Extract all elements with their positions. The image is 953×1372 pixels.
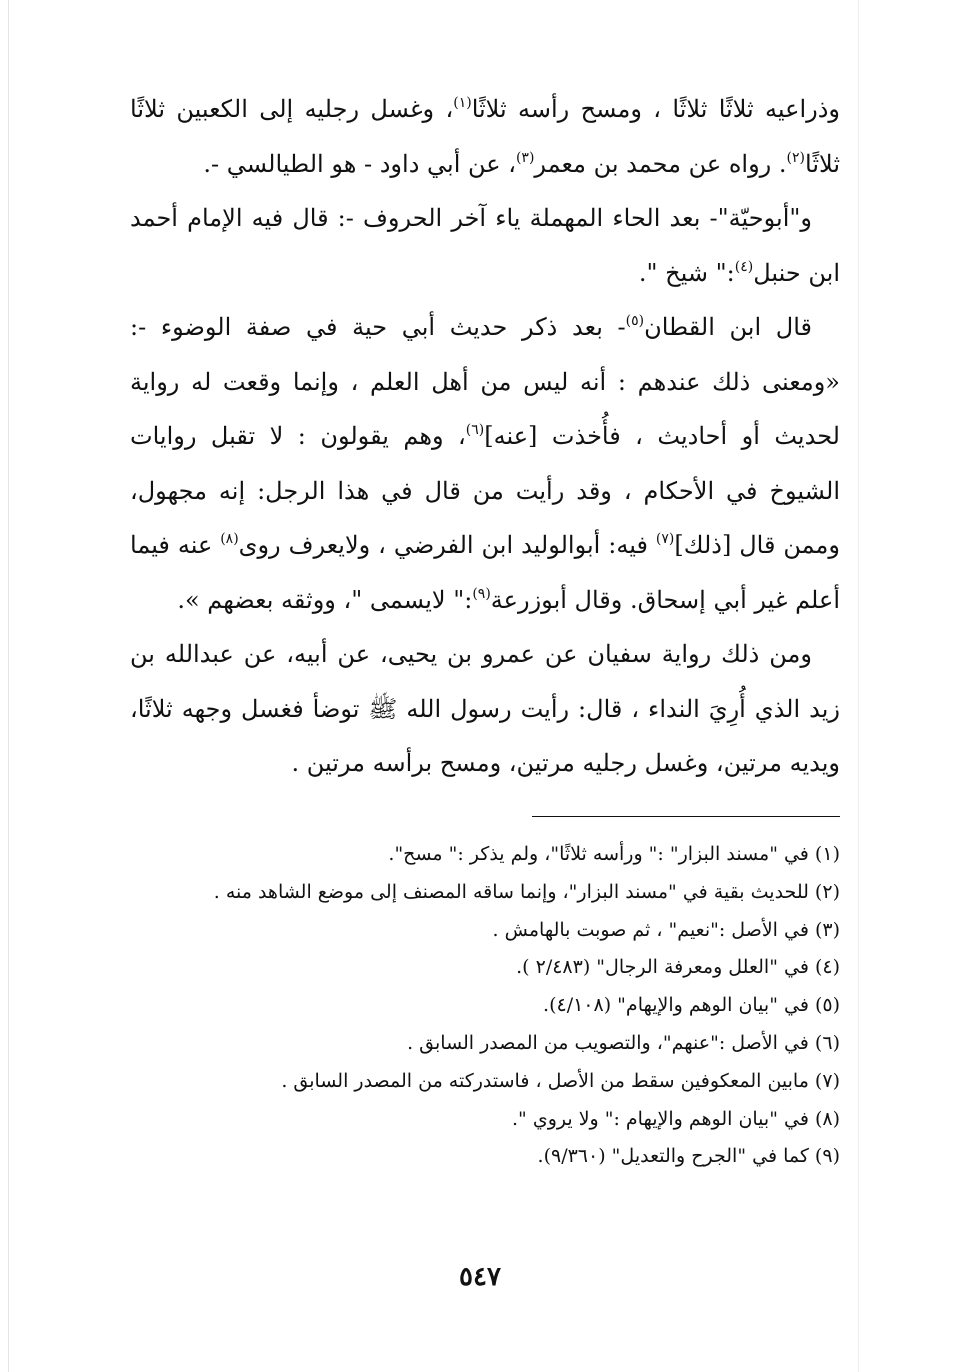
text-run: فيه: أبوالوليد ابن الفرضي ، ولايعرف روى <box>238 531 656 559</box>
footnote-marker: (٢) <box>786 149 805 166</box>
text-run: وذراعيه ثلاثًا ثلاثًا ، ومسح رأسه ثلاثًا <box>471 95 841 123</box>
footnote-marker: (٤) <box>734 258 754 275</box>
footnote-1: (١) في "مسند البزار" :" ورأسه ثلاثًا"، ولم يذكر :" مسح". <box>388 843 840 865</box>
scan-edge-right <box>858 0 859 1372</box>
footnote-6: (٦) في الأصل :"عنهم"، والتصويب من المصدر السابق . <box>407 1031 840 1054</box>
footnote-marker: (٥) <box>625 313 645 329</box>
text-run: قال ابن القطان <box>644 313 812 341</box>
footnotes-list <box>200 836 840 1176</box>
footnote-5: (٥) في "بيان الوهم والإيهام" (٤/١٠٨). <box>543 994 840 1017</box>
text-run: - بعد ذكر حديث أبي حية في صفة الوضوء -: «ومعنى ذلك عندهم : أنه ليس من أهل العلم ، وإنما وقعت له رواية لحديث أو أحاديث ، فأُخذت [عنه] <box>130 313 840 450</box>
paragraph-3 <box>130 300 840 627</box>
paragraph-2 <box>130 191 840 300</box>
text-run: عنه فيما أعلم غير أبي إسحاق. وقال أبوزرعة <box>130 531 840 614</box>
footnote-marker: (٦) <box>465 422 485 438</box>
text-run: ، وهم يقولون : لا تقبل روايات الشيوخ في الأحكام ، وقد رأيت من قال في هذا الرجل: إنه مجهول، وممن قال [ذلك] <box>130 422 840 559</box>
footnote-marker: (٣) <box>515 149 535 166</box>
text-run: :" شيخ ". <box>638 258 735 287</box>
footnote-8: (٨) في "بيان الوهم والإيهام :" ولا يروي ". <box>512 1107 840 1130</box>
footnote-3: (٣) في الأصل :"نعيم" ، ثم صوبت بالهامش . <box>492 918 840 941</box>
scan-edge-left <box>8 0 9 1372</box>
footnote-2: (٢) للحديث بقية في "مسند البزار"، وإنما ساقه المصنف إلى موضع الشاهد منه . <box>213 880 840 903</box>
footnote-marker: (٧) <box>655 531 675 547</box>
paragraph-4 <box>130 627 840 791</box>
footnote-marker: (٩) <box>472 585 491 602</box>
footnote-marker: (٨) <box>220 531 239 547</box>
text-run: :" لايسمى "، ووثقه بعضهم ». <box>177 585 473 614</box>
paragraph-1 <box>130 82 840 191</box>
text-run: ، وغسل رجليه إلى الكعبين ثلاثًا ثلاثًا <box>130 95 840 178</box>
text-run: . رواه عن محمد بن معمر <box>534 149 787 178</box>
text-run: ومن ذلك رواية سفيان عن عمرو بن يحيى، عن أبيه، عن عبدالله بن زيد الذي أُرِيَ النداء ، قال: رأيت رسول الله ﷺ توضأ فغسل وجهه ثلاثًا، ويديه مرتين، وغسل رجليه مرتين، ومسح برأسه مرتين . <box>130 640 840 777</box>
text-run: و"أبوحيّة"- بعد الحاء المهملة ياء آخر الحروف -: قال فيه الإمام أحمد ابن حنبل <box>130 204 840 287</box>
text-run: ، عن أبي داود - هو الطيالسي -. <box>203 149 516 178</box>
footnote-separator <box>532 816 840 817</box>
footnote-4: (٤) في "العلل ومعرفة الرجال" (٢/٤٨٣ ). <box>516 956 840 979</box>
footnote-7: (٧) مابين المعكوفين سقط من الأصل ، فاستدركته من المصدر السابق . <box>281 1069 840 1092</box>
main-text <box>130 82 840 791</box>
page-number: ٥٤٧ <box>459 1262 501 1292</box>
footnote-marker: (١) <box>453 95 472 111</box>
footnote-9: (٩) كما في "الجرح والتعديل" (٩/٣٦٠). <box>537 1145 840 1168</box>
